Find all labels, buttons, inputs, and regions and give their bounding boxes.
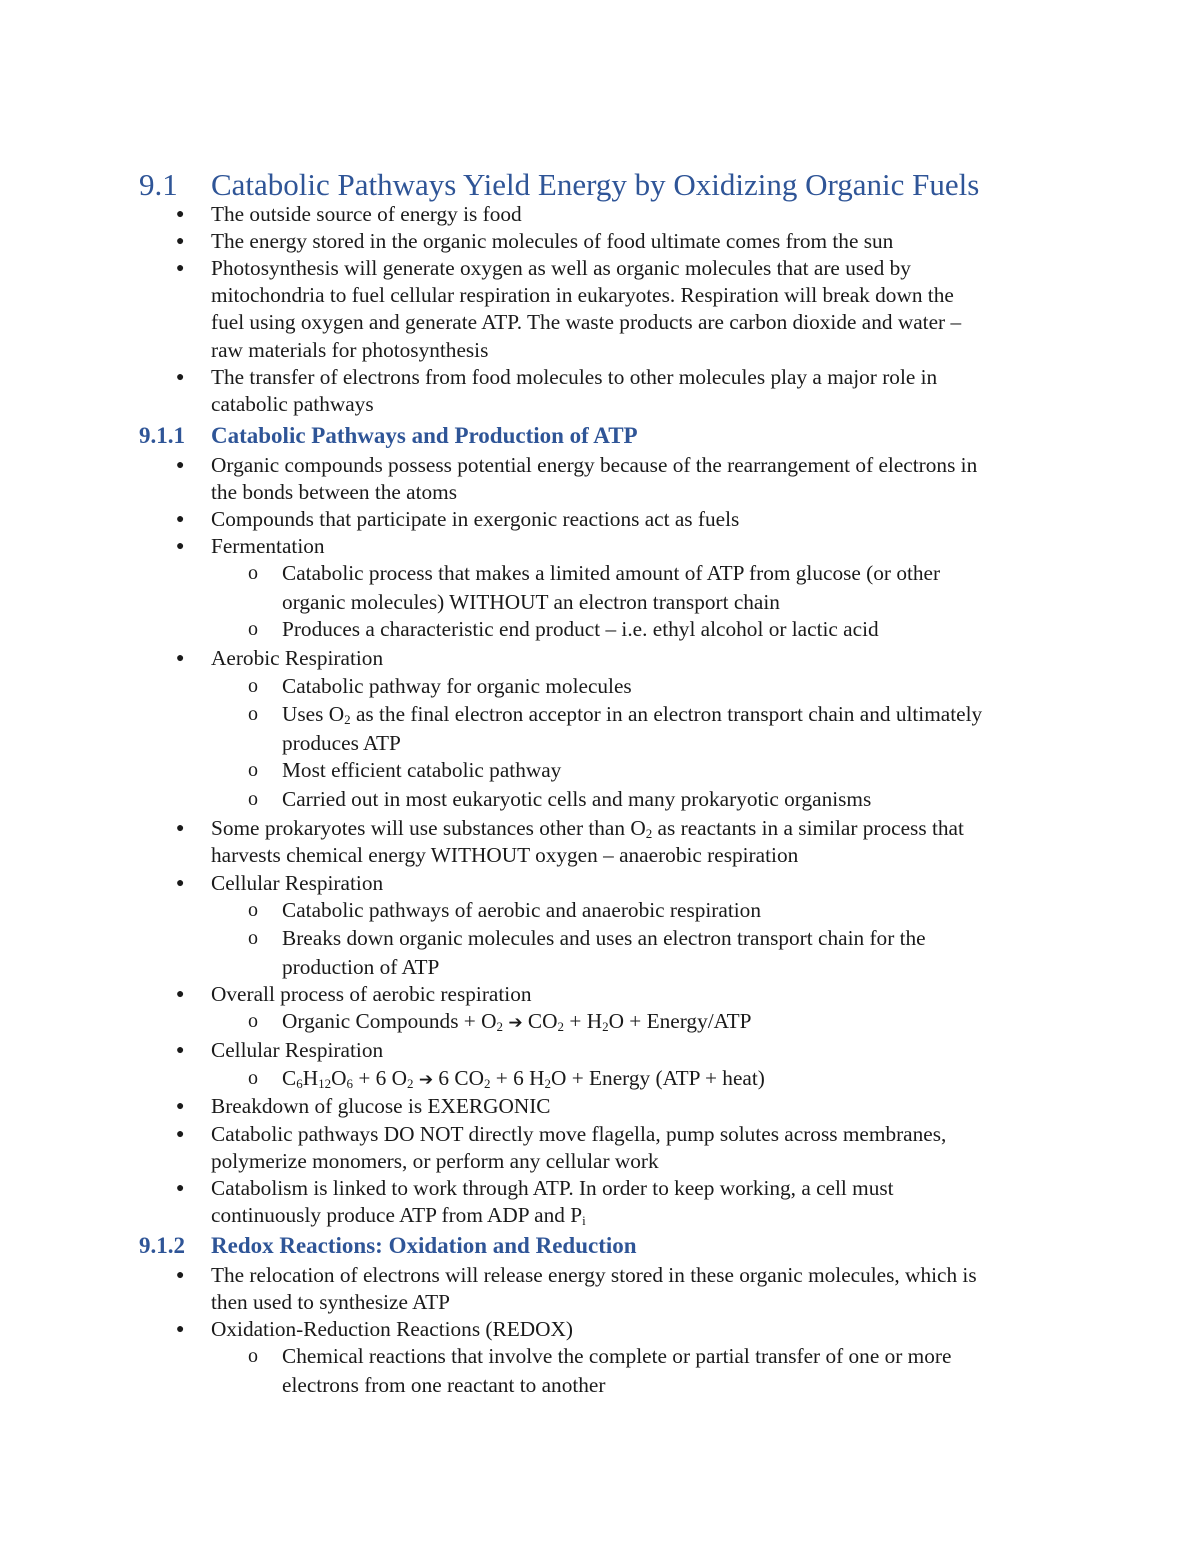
bullet-marker: ● [176, 261, 185, 276]
bullet-marker: ● [176, 370, 185, 385]
sub-list-item: Chemical reactions that involve the complete or partial transfer of one or more [282, 1344, 952, 1368]
list-item: Cellular Respiration [211, 1038, 384, 1062]
list-item: The outside source of energy is food [211, 202, 522, 226]
bullet-marker: ● [176, 1127, 185, 1142]
list-item-continuation: the bonds between the atoms [211, 480, 458, 504]
list-item: Overall process of aerobic respiration [211, 982, 532, 1006]
bullet-marker: ● [176, 651, 185, 666]
sub-list-item: Produces a characteristic end product – i.e. ethyl alcohol or lactic acid [282, 617, 879, 641]
list-item: Catabolic pathways DO NOT directly move flagella, pump solutes across membranes, [211, 1122, 947, 1146]
list-item-continuation: catabolic pathways [211, 392, 374, 416]
sub-bullet-marker: o [248, 759, 258, 781]
list-item: Breakdown of glucose is EXERGONIC [211, 1094, 551, 1118]
list-item: Organic compounds possess potential energy because of the rearrangement of electrons in [211, 453, 978, 477]
list-item: Aerobic Respiration [211, 646, 384, 670]
bullet-marker: ● [176, 1181, 185, 1196]
sub-bullet-marker: o [248, 1067, 258, 1089]
sub-list-item: Catabolic pathways of aerobic and anaerobic respiration [282, 898, 761, 922]
sub-list-item-continuation: electrons from one reactant to another [282, 1373, 606, 1397]
equation-cellular-respiration: $C_6H_{12}O_6 + 6$ $O_2$ ➔ 6 $CO_2 + 6$ $H_2O$ + Energy (ATP + heat) [282, 1066, 765, 1091]
sub-list-item: Most efficient catabolic pathway [282, 758, 562, 782]
sub-bullet-marker: o [248, 703, 258, 725]
list-item: Fermentation [211, 534, 325, 558]
list-item-continuation: continuously produce ATP from ADP and $P_i$ [211, 1203, 586, 1228]
arrow-right-icon: ➔ [508, 1013, 523, 1033]
bullet-marker: ● [176, 1043, 185, 1058]
list-item: Some prokaryotes will use substances other than $O_2$ as reactants in a similar process that [211, 816, 964, 841]
bullet-marker: ● [176, 1322, 185, 1337]
section-title: Catabolic Pathways Yield Energy by Oxidizing Organic Fuels [211, 167, 980, 202]
sub-list-item: Carried out in most eukaryotic cells and many prokaryotic organisms [282, 787, 872, 811]
sub-bullet-marker: o [248, 1010, 258, 1032]
section-number: 9.1.1 [139, 423, 185, 448]
section-heading-9-1 [139, 167, 979, 203]
equation-overall: Organic Compounds + $O_2$ ➔ $CO_2 + H_2O$ + Energy/ATP [282, 1009, 752, 1034]
bullet-marker: ● [176, 876, 185, 891]
section-number: 9.1.2 [139, 1233, 185, 1258]
section-title: Catabolic Pathways and Production of ATP [211, 423, 638, 448]
sub-list-item: Uses $O_2$ as the final electron acceptor in an electron transport chain and ultimately [282, 702, 983, 727]
bullet-marker: ● [176, 539, 185, 554]
section-heading-9-1-2 [139, 1233, 637, 1259]
sub-bullet-marker: o [248, 618, 258, 640]
sub-bullet-marker: o [248, 562, 258, 584]
list-item: The relocation of electrons will release energy stored in these organic molecules, which is [211, 1263, 977, 1287]
sub-list-item: Catabolic process that makes a limited amount of ATP from glucose (or other [282, 561, 941, 585]
list-item-continuation: polymerize monomers, or perform any cellular work [211, 1149, 659, 1173]
bullet-marker: ● [176, 234, 185, 249]
bullet-marker: ● [176, 512, 185, 527]
list-item: Catabolism is linked to work through ATP. In order to keep working, a cell must [211, 1176, 894, 1200]
list-item: Cellular Respiration [211, 871, 384, 895]
list-item-continuation: harvests chemical energy WITHOUT oxygen – anaerobic respiration [211, 843, 799, 867]
list-item: The energy stored in the organic molecules of food ultimate comes from the sun [211, 229, 894, 253]
arrow-right-icon: ➔ [418, 1070, 434, 1090]
list-item-continuation: then used to synthesize ATP [211, 1290, 450, 1314]
section-number: 9.1 [139, 167, 178, 202]
sub-list-item-continuation: production of ATP [282, 955, 440, 979]
sub-bullet-marker: o [248, 899, 258, 921]
list-item-continuation: mitochondria to fuel cellular respiration in eukaryotes. Respiration will break down the [211, 283, 954, 307]
section-title: Redox Reactions: Oxidation and Reduction [211, 1233, 637, 1258]
sub-bullet-marker: o [248, 927, 258, 949]
sub-bullet-marker: o [248, 675, 258, 697]
sub-bullet-marker: o [248, 1345, 258, 1367]
sub-list-item: Breaks down organic molecules and uses an electron transport chain for the [282, 926, 926, 950]
sub-list-item: Catabolic pathway for organic molecules [282, 674, 632, 698]
sub-bullet-marker: o [248, 788, 258, 810]
bullet-marker: ● [176, 821, 185, 836]
list-item: Compounds that participate in exergonic reactions act as fuels [211, 507, 740, 531]
sub-list-item-continuation: produces ATP [282, 731, 401, 755]
section-heading-9-1-1 [139, 423, 638, 449]
list-item-continuation: fuel using oxygen and generate ATP. The waste products are carbon dioxide and water – [211, 310, 962, 334]
bullet-marker: ● [176, 1268, 185, 1283]
bullet-marker: ● [176, 987, 185, 1002]
sub-list-item-continuation: organic molecules) WITHOUT an electron transport chain [282, 590, 780, 614]
list-item: Photosynthesis will generate oxygen as well as organic molecules that are used by [211, 256, 911, 280]
list-item-continuation: raw materials for photosynthesis [211, 338, 489, 362]
list-item: Oxidation-Reduction Reactions (REDOX) [211, 1317, 573, 1341]
bullet-marker: ● [176, 458, 185, 473]
bullet-marker: ● [176, 207, 185, 222]
bullet-marker: ● [176, 1099, 185, 1114]
list-item: The transfer of electrons from food molecules to other molecules play a major role in [211, 365, 938, 389]
